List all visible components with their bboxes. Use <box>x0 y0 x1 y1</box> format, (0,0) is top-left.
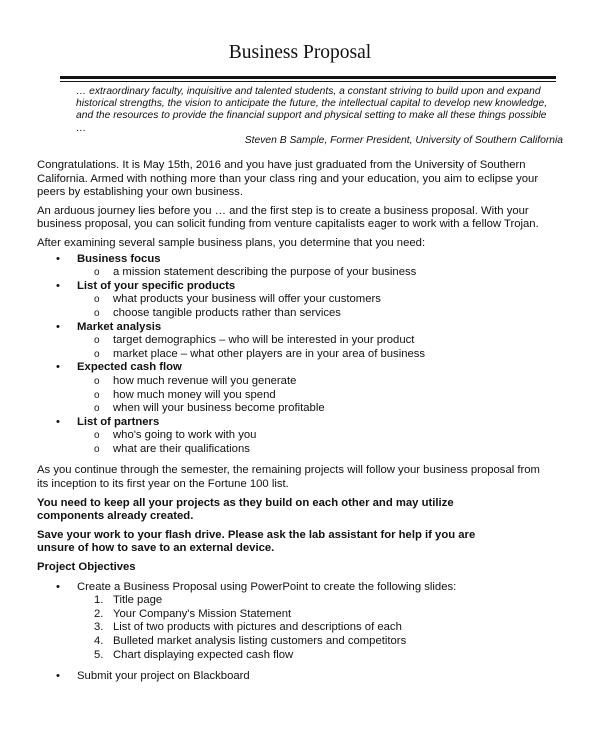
quote-line: … <box>76 122 87 134</box>
sub-list-item <box>77 334 567 348</box>
slide-text: Title page <box>113 594 163 607</box>
sub-item-text: when will your business become profitable <box>113 402 325 415</box>
sub-list <box>77 375 567 416</box>
save-work-notice <box>37 529 567 556</box>
bullet-icon: • <box>56 670 60 683</box>
sub-list <box>77 429 567 456</box>
item-number: 3. <box>94 621 104 634</box>
circle-bullet-icon: o <box>94 307 100 319</box>
sub-list <box>77 334 567 361</box>
journey-paragraph <box>37 205 567 232</box>
sub-list-item <box>77 266 567 280</box>
spacer <box>37 456 567 464</box>
sub-item-text: choose tangible products rather than services <box>113 306 341 319</box>
slide-item <box>77 649 567 663</box>
circle-bullet-icon: o <box>94 389 100 401</box>
circle-bullet-icon: o <box>94 430 100 442</box>
title-rule-thin <box>60 81 556 82</box>
sub-list-item <box>77 307 567 321</box>
objective-text: Create a Business Proposal using PowerPoint to create the following slides: <box>77 580 457 593</box>
need-heading: Business focus <box>77 252 161 265</box>
circle-bullet-icon: o <box>94 403 100 415</box>
circle-bullet-icon: o <box>94 267 100 279</box>
objectives-heading: Project Objectives <box>37 561 136 574</box>
text-line: As you continue through the semester, the remaining projects will follow your business proposal from <box>37 464 540 477</box>
circle-bullet-icon: o <box>94 335 100 347</box>
list-item <box>37 581 567 663</box>
circle-bullet-icon: o <box>94 348 100 360</box>
circle-bullet-icon: o <box>94 294 100 306</box>
text-line: An arduous journey lies before you … and the first step is to create a business proposal. With your <box>37 204 529 217</box>
need-heading: List of partners <box>77 415 160 428</box>
bullet-icon: • <box>56 320 60 333</box>
sub-item-text: market place – what other players are in your area of business <box>113 347 426 360</box>
list-item <box>37 416 567 457</box>
item-number: 2. <box>94 607 104 620</box>
text-line: components already created. <box>37 510 194 523</box>
epigraph-quote <box>76 86 562 135</box>
sub-item-text: a mission statement describing the purpose of your business <box>113 266 417 279</box>
bullet-icon: • <box>56 361 60 374</box>
needs-intro: After examining several sample business plans, you determine that you need: <box>37 236 426 249</box>
needs-list <box>37 253 567 457</box>
sub-list <box>77 293 567 320</box>
objective-text: Submit your project on Blackboard <box>77 670 250 683</box>
sub-list <box>77 266 567 280</box>
list-item <box>37 280 567 321</box>
list-item <box>37 253 567 280</box>
slide-text: Chart displaying expected cash flow <box>113 648 294 661</box>
sub-list-item <box>77 443 567 457</box>
slide-text: List of two products with pictures and descriptions of each <box>113 621 402 634</box>
quote-line: … extraordinary faculty, inquisitive and talented students, a constant striving to build upon and expand <box>76 86 541 97</box>
slide-item <box>77 594 567 608</box>
document-body <box>37 159 567 684</box>
text-line: Save your work to your flash drive. Please ask the lab assistant for help if you are <box>37 528 476 541</box>
sub-item-text: what are their qualifications <box>113 442 250 455</box>
list-item <box>37 670 567 684</box>
page-title: Business Proposal <box>228 42 372 63</box>
sub-item-text: how much money will you spend <box>113 388 276 401</box>
text-line: unsure of how to save to an external device. <box>37 542 275 555</box>
need-heading: Market analysis <box>77 320 162 333</box>
text-line: Congratulations. It is May 15th, 2016 and you have just graduated from the University of Southern <box>37 159 526 171</box>
title-rule-thick <box>60 76 556 79</box>
slide-text: Your Company's Mission Statement <box>113 607 292 620</box>
item-number: 4. <box>94 635 104 647</box>
slide-item <box>77 621 567 635</box>
text-line: California. Armed with nothing more than your class ring and your education, you aim to eclipse your <box>37 172 539 185</box>
circle-bullet-icon: o <box>94 375 100 387</box>
continue-paragraph <box>37 464 567 491</box>
circle-bullet-icon: o <box>94 443 100 455</box>
objectives-list <box>37 581 567 684</box>
slide-item <box>77 608 567 622</box>
keep-projects-notice <box>37 497 567 524</box>
quote-line: and the resources to provide the financial support and physical setting to make all these things possible <box>76 110 547 122</box>
bullet-icon: • <box>56 279 60 292</box>
bullet-icon: • <box>56 252 60 265</box>
slides-list <box>77 594 567 662</box>
quote-attribution: Steven B Sample, Former President, University of Southern California <box>244 135 563 146</box>
slide-text: Bulleted market analysis listing customers and competitors <box>113 635 407 647</box>
need-heading: Expected cash flow <box>77 361 182 374</box>
text-line: business proposal, you can solicit funding from venture capitalists eager to work with a fellow Trojan. <box>37 218 539 231</box>
sub-list-item <box>77 375 567 389</box>
sub-item-text: target demographics – who will be interested in your product <box>113 334 415 347</box>
bullet-icon: • <box>56 415 60 428</box>
quote-line: historical strengths, the vision to anticipate the future, the intellectual capital to develop new knowledge, <box>76 98 548 110</box>
sub-list-item <box>77 389 567 403</box>
sub-item-text: what products your business will offer your customers <box>113 293 381 306</box>
sub-item-text: who's going to work with you <box>113 429 257 442</box>
intro-paragraph <box>37 159 567 200</box>
bullet-icon: • <box>56 580 60 593</box>
sub-list-item <box>77 348 567 362</box>
sub-item-text: how much revenue will you generate <box>113 374 297 387</box>
list-item <box>37 321 567 362</box>
item-number: 1. <box>94 594 104 607</box>
text-line: peers by establishing your own business. <box>37 186 243 199</box>
sub-list-item <box>77 293 567 307</box>
slide-item <box>77 635 567 649</box>
item-number: 5. <box>94 648 104 661</box>
sub-list-item <box>77 402 567 416</box>
list-item <box>37 361 567 415</box>
sub-list-item <box>77 429 567 443</box>
text-line: its inception to its first year on the Fortune 100 list. <box>37 478 289 491</box>
need-heading: List of your specific products <box>77 279 236 292</box>
text-line: You need to keep all your projects as they build on each other and may utilize <box>37 496 454 509</box>
